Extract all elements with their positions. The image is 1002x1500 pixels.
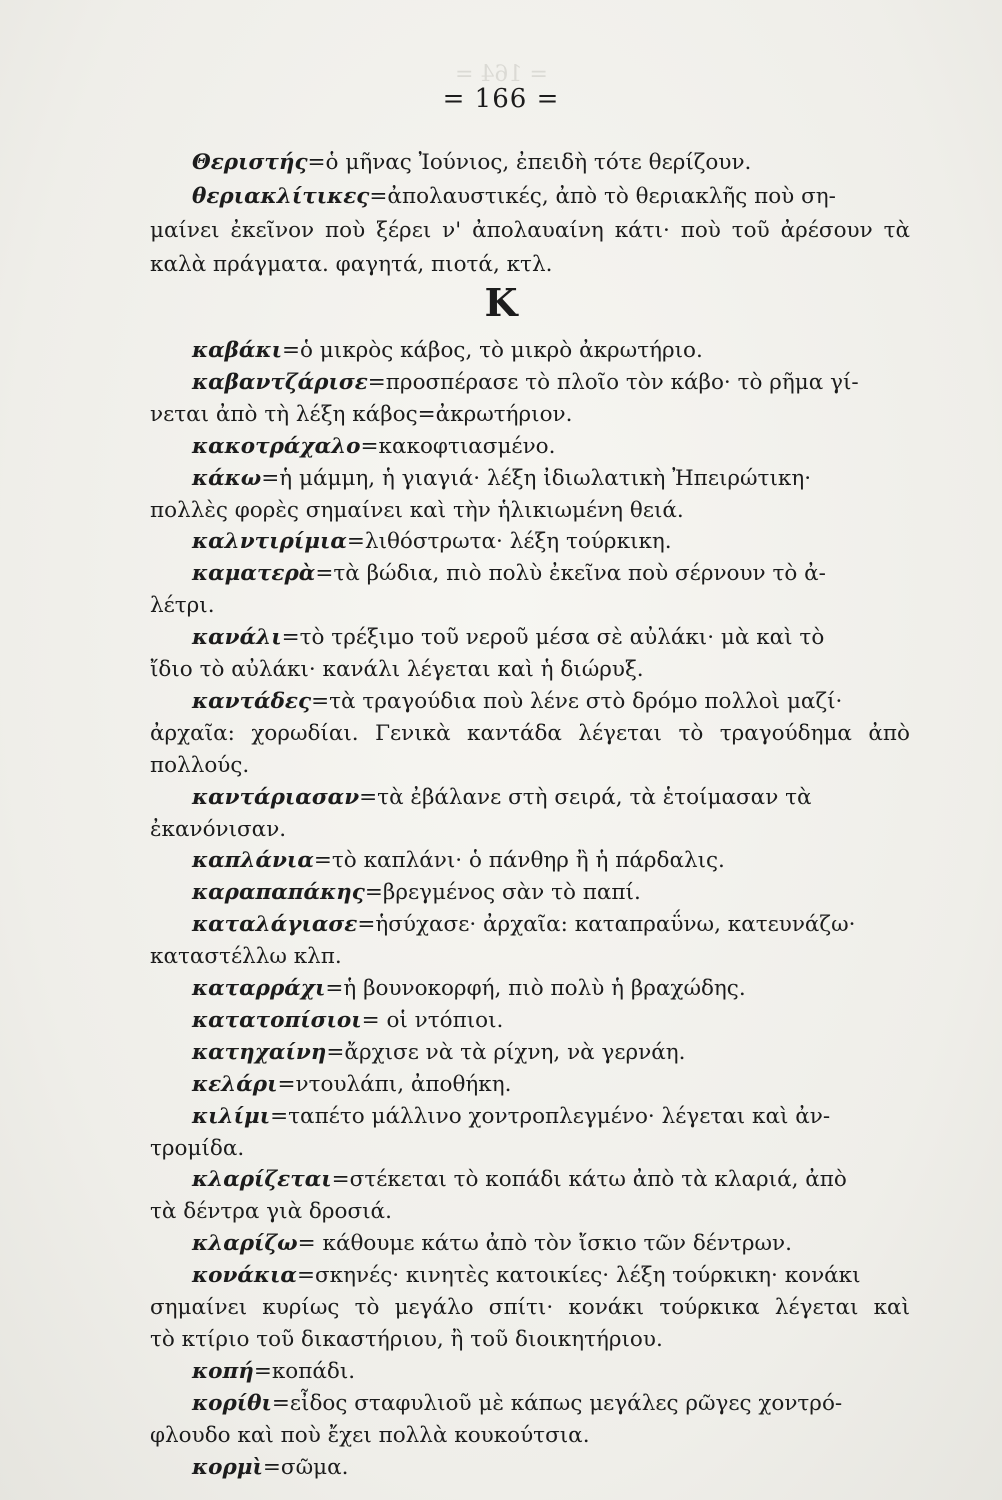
entry-continuation: ἐκανόνισαν. [150, 816, 287, 842]
entry-definition: =τὰ τραγούδια ποὺ λένε στὸ δρόμο πολλοὶ μαζί· [311, 688, 843, 714]
dictionary-entry [150, 1259, 910, 1293]
dictionary-entry [150, 781, 910, 815]
dictionary-entry [150, 334, 910, 368]
dictionary-entry [150, 1068, 910, 1102]
entry-headword: κοπή [192, 1358, 254, 1384]
entry-headword: κακοτράχαλο [192, 433, 361, 459]
entry-definition: =ἡσύχασε· ἀρχαῖα: καταπραΰνω, κατευνάζω· [357, 912, 856, 938]
entry-definition: =τὸ καπλάνι· ὁ πάνθηρ ἢ ἡ πάρδαλις. [313, 848, 725, 874]
entry-headword: κορίθι [192, 1390, 272, 1416]
entry-headword: κλαρίζεται [192, 1167, 332, 1193]
dictionary-entry [150, 972, 910, 1006]
entry-continuation: τὰ δέντρα γιὰ δροσιά. [150, 1199, 392, 1225]
entry-headword: καβάκι [192, 338, 282, 363]
entry-definition: = κάθουμε κάτω ἀπὸ τὸν ἴσκιο τῶν δέντρων. [297, 1231, 792, 1257]
entry-continuation: τὸ κτίριο τοῦ δικαστήριου, ἢ τοῦ διοικητήριου. [150, 1326, 663, 1352]
entry-definition: =ταπέτο μάλλινο χοντροπλεγμένο· λέγεται καὶ ἀν- [270, 1103, 831, 1129]
entry-headword: καραπαπάκης [192, 880, 365, 906]
entry-headword: καντάριασαν [192, 784, 360, 810]
section-letter-heading: Κ [484, 280, 518, 325]
dictionary-entry [150, 876, 910, 910]
entry-headword: καματερὰ [192, 561, 316, 587]
entry-definition: =ὁ μικρὸς κάβος, τὸ μικρὸ ἀκρωτήριο. [282, 338, 703, 363]
dictionary-entry [150, 146, 910, 180]
entry-definition: =λιθόστρωτα· λέξη τούρκικη. [346, 529, 672, 555]
entry-continuation: μαίνει ἐκεῖνον ποὺ ξέρει ν' ἀπολαυαίνη κάτι· ποὺ τοῦ ἀρέσουν τὰ [150, 218, 910, 243]
entry-definition: =ὁ μῆνας Ἰούνιος, ἐπειδὴ τότε θερίζουν. [307, 150, 752, 175]
entry-headword: κορμὶ [192, 1454, 263, 1480]
dictionary-entry [150, 1227, 910, 1261]
entry-definition: =τὰ βώδια, πιὸ πολὺ ἐκεῖνα ποὺ σέρνουν τὸ ἀ- [315, 561, 826, 587]
dictionary-entry [150, 557, 910, 591]
entry-definition: =βρεγμένος σὰν τὸ παπί. [364, 880, 641, 906]
dictionary-entry [150, 462, 910, 496]
entry-continuation: καλὰ πράγματα. φαγητά, πιοτά, κτλ. [150, 252, 553, 277]
entry-continuation: φλουδο καὶ ποὺ ἔχει πολλὰ κουκούτσια. [150, 1422, 590, 1448]
entry-continuation: σημαίνει κυρίως τὸ μεγάλο σπίτι· κονάκι τούρκικα λέγεται καὶ [150, 1295, 910, 1320]
entry-continuation: πολλὲς φορὲς σημαίνει καὶ τὴν ἡλικιωμένη θειά. [150, 497, 684, 523]
entry-definition: =ἡ μάμμη, ἡ γιαγιά· λέξη ἰδιωλατικὴ Ἠπειρώτικη· [261, 465, 812, 491]
entry-continuation: νεται ἀπὸ τὴ λέξη κάβος=ἀκρωτήριον. [150, 401, 573, 427]
entry-headword: καταλάγιασε [192, 912, 358, 938]
dictionary-entry [150, 1451, 910, 1485]
entry-headword: κιλίμι [192, 1103, 271, 1129]
entry-definition: =σκηνές· κινητὲς κατοικίες· λέξη τούρκικη· κονάκι [296, 1263, 861, 1289]
dictionary-entry [150, 525, 910, 559]
dictionary-entry [150, 621, 910, 655]
entry-continuation: ἀρχαῖα: χορωδίαι. Γενικὰ καντάδα λέγεται τὸ τραγούδημα ἀπὸ [150, 720, 910, 746]
entry-continuation: πολλούς. [150, 752, 250, 778]
entry-headword: κονάκια [192, 1263, 297, 1289]
entry-definition: =προσπέρασε τὸ πλοῖο τὸν κάβο· τὸ ρῆμα γί- [367, 369, 859, 395]
entry-continuation: λέτρι. [150, 593, 215, 619]
entry-definition: =εἶδος σταφυλιοῦ μὲ κάπως μεγάλες ρῶγες χοντρό- [271, 1390, 843, 1416]
dictionary-entry [150, 180, 910, 214]
entry-definition: =κοπάδι. [253, 1358, 356, 1384]
entry-headword: κελάρι [192, 1071, 278, 1097]
dictionary-entry [150, 908, 910, 942]
entry-definition: =τὸ τρέξιμο τοῦ νεροῦ μέσα σὲ αὐλάκι· μὰ καὶ τὸ [281, 625, 825, 651]
dictionary-entry [150, 1163, 910, 1197]
entry-definition: = οἱ ντόπιοι. [361, 1007, 504, 1033]
entry-definition: =στέκεται τὸ κοπάδι κάτω ἀπὸ τὰ κλαριά, ἀπὸ [331, 1167, 847, 1193]
dictionary-entry [150, 430, 910, 464]
dictionary-entry [150, 1355, 910, 1389]
entry-continuation: τρομίδα. [150, 1135, 245, 1161]
entry-headword: καλντιρίμια [192, 529, 347, 555]
dictionary-entry [150, 1004, 910, 1038]
entry-definition: =τὰ ἐβάλανε στὴ σειρά, τὰ ἑτοίμασαν τὰ [359, 784, 812, 810]
entry-definition: =ἄρχισε νὰ τὰ ρίχνη, νὰ γερνάη. [326, 1039, 686, 1065]
dictionary-entry [150, 685, 910, 719]
entry-headword: καβαντζάρισε [192, 369, 368, 395]
page-number: = 166 = [442, 84, 560, 114]
entry-headword: κλαρίζω [192, 1231, 298, 1257]
entry-headword: κανάλι [192, 625, 282, 651]
entry-definition: =ντουλάπι, ἀποθήκη. [277, 1071, 512, 1097]
dictionary-entry [150, 1036, 910, 1070]
dictionary-entry [150, 1387, 910, 1421]
dictionary-entry [150, 366, 910, 400]
entry-headword: καπλάνια [192, 848, 314, 874]
entry-definition: =ἡ βουνοκορφή, πιὸ πολὺ ἡ βραχώδης. [325, 976, 746, 1001]
entry-headword: Θεριστής [192, 150, 308, 175]
entry-continuation: ἴδιο τὸ αὐλάκι· κανάλι λέγεται καὶ ἡ διώρυξ. [150, 657, 644, 682]
entry-headword: κάκω [192, 465, 262, 491]
entry-headword: καταρράχι [192, 976, 326, 1001]
entry-headword: κατατοπίσιοι [192, 1007, 362, 1033]
entry-continuation: καταστέλλω κλπ. [150, 944, 342, 970]
entry-definition: =ἀπολαυστικές, ἀπὸ τὸ θεριακλῆς ποὺ ση- [369, 184, 836, 209]
entry-headword: κατηχαίνη [192, 1039, 327, 1065]
entry-headword: καντάδες [192, 688, 312, 714]
dictionary-entry [150, 844, 910, 878]
dictionary-entry [150, 1100, 910, 1134]
entry-definition: =σῶμα. [262, 1454, 349, 1480]
bleed-through-page-number: = 164 = [455, 62, 548, 87]
entry-definition: =κακοφτιασμένο. [360, 433, 556, 459]
entry-headword: θεριακλίτικες [192, 184, 370, 209]
